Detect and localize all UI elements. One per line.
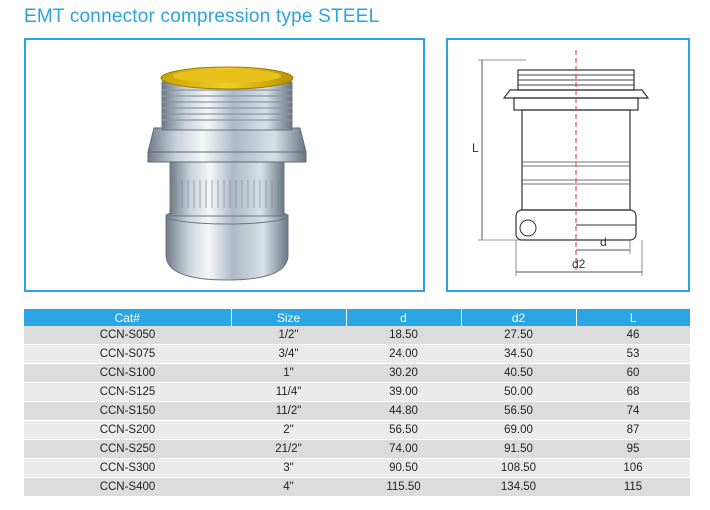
cell-size: 3" <box>231 459 346 478</box>
cell-d: 56.50 <box>346 421 461 440</box>
cell-cat: CCN-S050 <box>24 326 231 345</box>
cell-L: 60 <box>576 364 690 383</box>
cell-d: 90.50 <box>346 459 461 478</box>
connector-photo <box>26 40 423 290</box>
table-row <box>24 364 690 383</box>
cell-d2: 56.50 <box>461 402 576 421</box>
cell-size: 4" <box>231 478 346 497</box>
product-photo-frame <box>24 38 425 292</box>
spec-table <box>24 309 690 497</box>
column-header-cat: Cat# <box>24 309 231 326</box>
cell-d: 30.20 <box>346 364 461 383</box>
cell-L: 95 <box>576 440 690 459</box>
cell-d: 74.00 <box>346 440 461 459</box>
page-title: EMT connector compression type STEEL <box>24 6 380 27</box>
cell-L: 106 <box>576 459 690 478</box>
cell-d: 18.50 <box>346 326 461 345</box>
cell-cat: CCN-S300 <box>24 459 231 478</box>
column-header-size: Size <box>231 309 346 326</box>
cell-L: 53 <box>576 345 690 364</box>
cell-d2: 34.50 <box>461 345 576 364</box>
table-row <box>24 326 690 345</box>
cell-d2: 108.50 <box>461 459 576 478</box>
dimension-L-label: L <box>472 141 479 155</box>
cell-d: 24.00 <box>346 345 461 364</box>
cell-cat: CCN-S100 <box>24 364 231 383</box>
cell-cat: CCN-S075 <box>24 345 231 364</box>
table-row <box>24 478 690 497</box>
cell-size: 1" <box>231 364 346 383</box>
cell-d2: 40.50 <box>461 364 576 383</box>
cell-cat: CCN-S200 <box>24 421 231 440</box>
dimension-d-label: d <box>600 235 607 249</box>
cell-cat: CCN-S150 <box>24 402 231 421</box>
cell-d2: 27.50 <box>461 326 576 345</box>
dimension-d2-label: d2 <box>572 257 586 271</box>
cell-size: 11/2" <box>231 402 346 421</box>
cell-size: 1/2" <box>231 326 346 345</box>
cell-L: 115 <box>576 478 690 497</box>
table-row <box>24 421 690 440</box>
dimension-drawing-frame <box>446 38 690 292</box>
cell-size: 21/2" <box>231 440 346 459</box>
table-row <box>24 345 690 364</box>
table-row <box>24 459 690 478</box>
connector-dimension-drawing <box>448 40 688 290</box>
cell-d2: 69.00 <box>461 421 576 440</box>
cell-d2: 50.00 <box>461 383 576 402</box>
cell-d: 44.80 <box>346 402 461 421</box>
column-header-L: L <box>576 309 690 326</box>
cell-d: 115.50 <box>346 478 461 497</box>
column-header-d2: d2 <box>461 309 576 326</box>
cell-cat: CCN-S250 <box>24 440 231 459</box>
cell-L: 68 <box>576 383 690 402</box>
table-row <box>24 383 690 402</box>
cell-d2: 134.50 <box>461 478 576 497</box>
cell-L: 46 <box>576 326 690 345</box>
table-row <box>24 440 690 459</box>
cell-size: 3/4" <box>231 345 346 364</box>
cell-size: 11/4" <box>231 383 346 402</box>
cell-cat: CCN-S400 <box>24 478 231 497</box>
cell-cat: CCN-S125 <box>24 383 231 402</box>
spec-table-header-row <box>24 309 690 326</box>
column-header-d: d <box>346 309 461 326</box>
cell-L: 87 <box>576 421 690 440</box>
cell-d: 39.00 <box>346 383 461 402</box>
cell-d2: 91.50 <box>461 440 576 459</box>
cell-L: 74 <box>576 402 690 421</box>
table-row <box>24 402 690 421</box>
cell-size: 2" <box>231 421 346 440</box>
